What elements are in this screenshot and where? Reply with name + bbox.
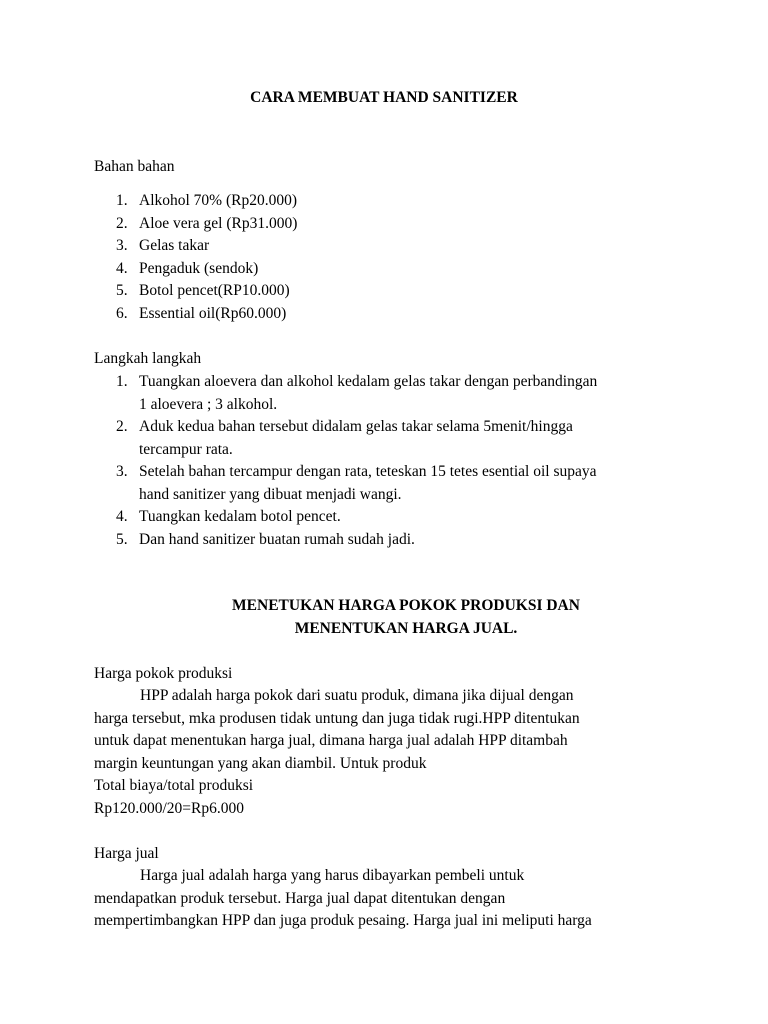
- list-item: 3. Gelas takar: [116, 237, 210, 254]
- bahan-label: Bahan bahan: [94, 158, 175, 175]
- hpp-paragraph: HPP adalah harga pokok dari suatu produk, dimana jika dijual dengan harga tersebut, mka produsen tidak untung dan juga tidak rugi.HPP ditentukan untuk dapat menentukan harga jual, dimana harga jual adalah HPP ditambah margin keuntungan yang akan diambil. Untuk produk: [94, 687, 580, 772]
- langkah-list: [94, 371, 684, 551]
- langkah-label: Langkah langkah: [94, 350, 202, 367]
- formula-value: Rp120.000/20=Rp6.000: [94, 800, 244, 817]
- list-item: 4. Tuangkan kedalam botol pencet.: [116, 508, 341, 525]
- section-heading: MENETUKAN HARGA POKOK PRODUKSI DAN MENENTUKAN HARGA JUAL.: [232, 597, 580, 637]
- harga-jual-label: Harga jual: [94, 845, 159, 862]
- formula-label: Total biaya/total produksi: [94, 777, 254, 794]
- harga-jual-paragraph: Harga jual adalah harga yang harus dibayarkan pembeli untuk mendapatkan produk tersebut. Harga jual dapat ditentukan dengan mempertimbangkan HPP dan juga produk pesaing. Harga jual ini meliputi harga: [94, 867, 592, 929]
- list-item: 2. Aloe vera gel (Rp31.000): [116, 214, 298, 232]
- list-item: 4. Pengaduk (sendok): [116, 259, 259, 277]
- list-item: 5. Botol pencet(RP10.000): [116, 282, 290, 299]
- list-item: 2. Aduk kedua bahan tersebut didalam gelas takar selama 5menit/hingga tercampur rata.: [116, 418, 573, 458]
- list-item: 3. Setelah bahan tercampur dengan rata, teteskan 15 tetes esential oil supaya hand sanitizer yang dibuat menjadi wangi.: [116, 463, 597, 503]
- list-item: 1. Tuangkan aloevera dan alkohol kedalam gelas takar dengan perbandingan 1 aloevera ; 3 alkohol.: [116, 373, 598, 413]
- list-item: 6. Essential oil(Rp60.000): [116, 304, 287, 322]
- document-title: CARA MEMBUAT HAND SANITIZER: [250, 89, 518, 106]
- bahan-list: [94, 190, 684, 325]
- hpp-label: Harga pokok produksi: [94, 665, 233, 682]
- list-item: 5. Dan hand sanitizer buatan rumah sudah jadi.: [116, 530, 415, 548]
- list-item: 1. Alkohol 70% (Rp20.000): [116, 192, 298, 209]
